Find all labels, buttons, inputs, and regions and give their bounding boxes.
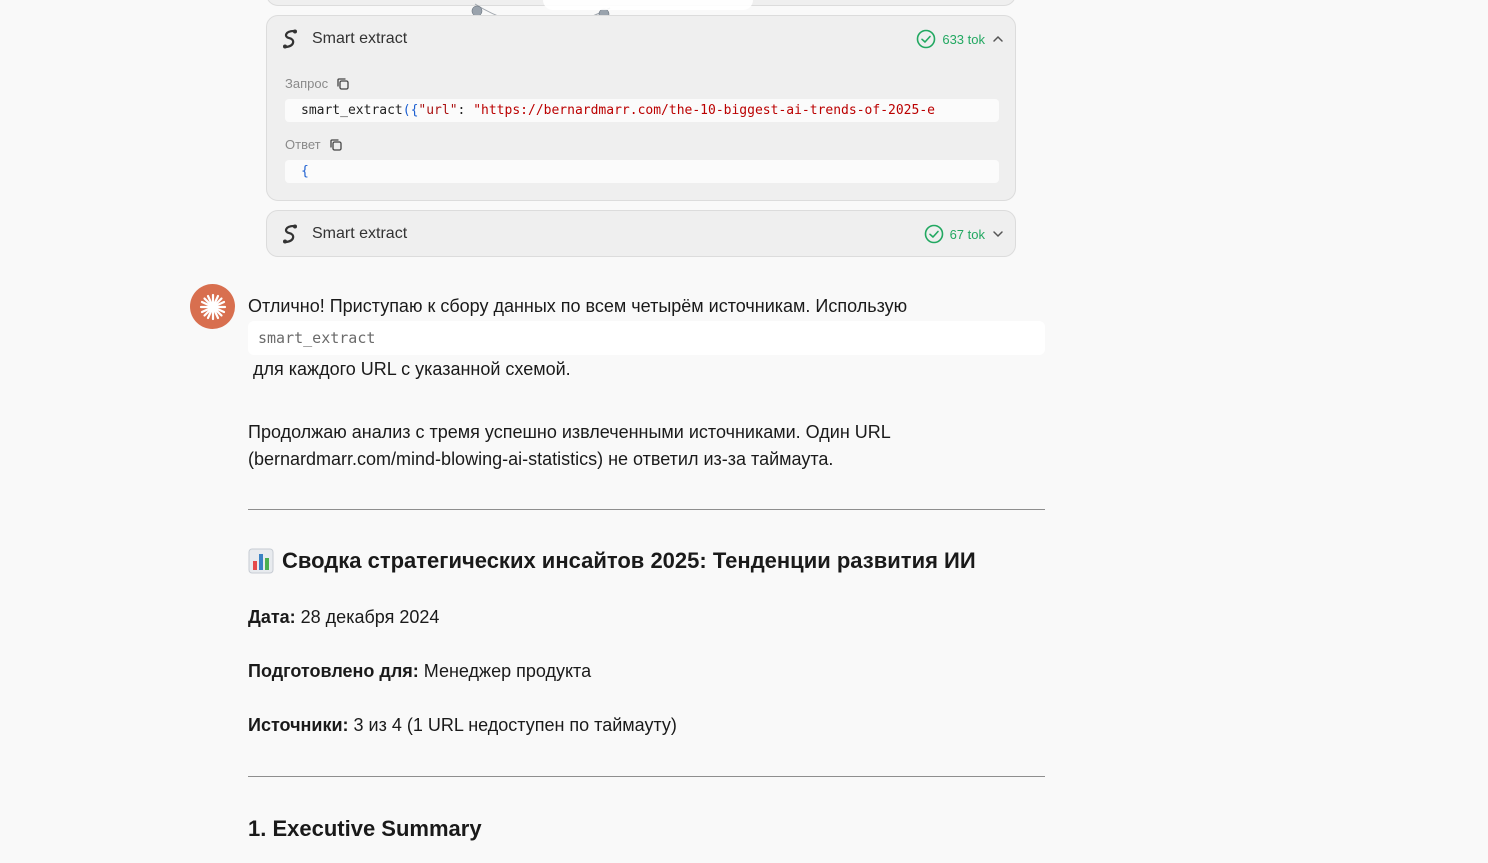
tool-card-smart-extract-1 <box>266 15 1016 201</box>
prepared-label: Подготовлено для: <box>248 661 419 681</box>
code-brace: { <box>410 103 419 118</box>
bar-chart-icon <box>248 548 274 574</box>
tool-s-icon <box>279 28 301 50</box>
prepared-value: Менеджер продукта <box>418 661 592 681</box>
tool-s-icon <box>279 223 301 245</box>
response-code <box>285 160 999 183</box>
divider <box>248 776 1045 777</box>
tool-name: Smart extract <box>312 30 408 47</box>
code-brace: { <box>301 164 309 179</box>
field-sources <box>248 715 677 736</box>
response-label: Ответ <box>285 137 321 152</box>
field-prepared-for <box>248 661 591 682</box>
request-code <box>285 99 999 122</box>
divider <box>248 509 1045 510</box>
message-intro-tail: для каждого URL с указанной схемой. <box>248 359 571 379</box>
message-paragraph: Продолжаю анализ с тремя успешно извлеченными источниками. Один URL (bernardmarr.com/mind-blowing-ai-statistics) не ответил из-за таймаута. <box>248 422 891 469</box>
response-section-label <box>285 137 343 152</box>
request-section-label <box>285 76 350 91</box>
section-heading: 1. Executive Summary <box>248 816 482 841</box>
date-value: 28 декабря 2024 <box>295 607 440 627</box>
token-count: 67 tok <box>949 226 985 242</box>
check-circle-icon <box>916 29 936 49</box>
message-intro: Отлично! Приступаю к сбору данных по всем четырём источникам. Использую <box>248 296 908 316</box>
code-key: "url" <box>418 103 458 118</box>
inline-code-smart-extract: smart_extract <box>248 321 1045 355</box>
assistant-avatar <box>190 284 235 329</box>
tool-name: Smart extract <box>312 225 408 242</box>
chevron-up-icon[interactable] <box>991 32 1005 46</box>
tool-card-header[interactable] <box>267 211 1015 256</box>
sources-label: Источники: <box>248 715 349 735</box>
chevron-down-icon[interactable] <box>991 227 1005 241</box>
report-title: Сводка стратегических инсайтов 2025: Тенденции развития ИИ <box>282 548 976 573</box>
copy-icon[interactable] <box>336 77 350 91</box>
code-url: "https://bernardmarr.com/the-10-biggest-ai-trends-of-2025-e <box>473 103 935 118</box>
tool-card-header[interactable] <box>267 16 1015 61</box>
sparkle-icon <box>199 293 227 321</box>
tool-status <box>916 28 1005 50</box>
code-paren: ( <box>402 103 411 118</box>
tool-card-smart-extract-2[interactable] <box>266 210 1016 257</box>
check-circle-icon <box>924 224 944 244</box>
report-heading <box>248 548 976 574</box>
token-count: 633 tok <box>942 31 985 47</box>
field-date <box>248 607 439 628</box>
copy-icon[interactable] <box>329 138 343 152</box>
code-colon: : <box>457 103 474 118</box>
request-label: Запрос <box>285 76 329 91</box>
sources-value: 3 из 4 (1 URL недоступен по таймауту) <box>348 715 677 735</box>
date-label: Дата: <box>248 607 296 627</box>
tool-status <box>924 223 1005 245</box>
code-function: smart_extract <box>301 103 403 118</box>
